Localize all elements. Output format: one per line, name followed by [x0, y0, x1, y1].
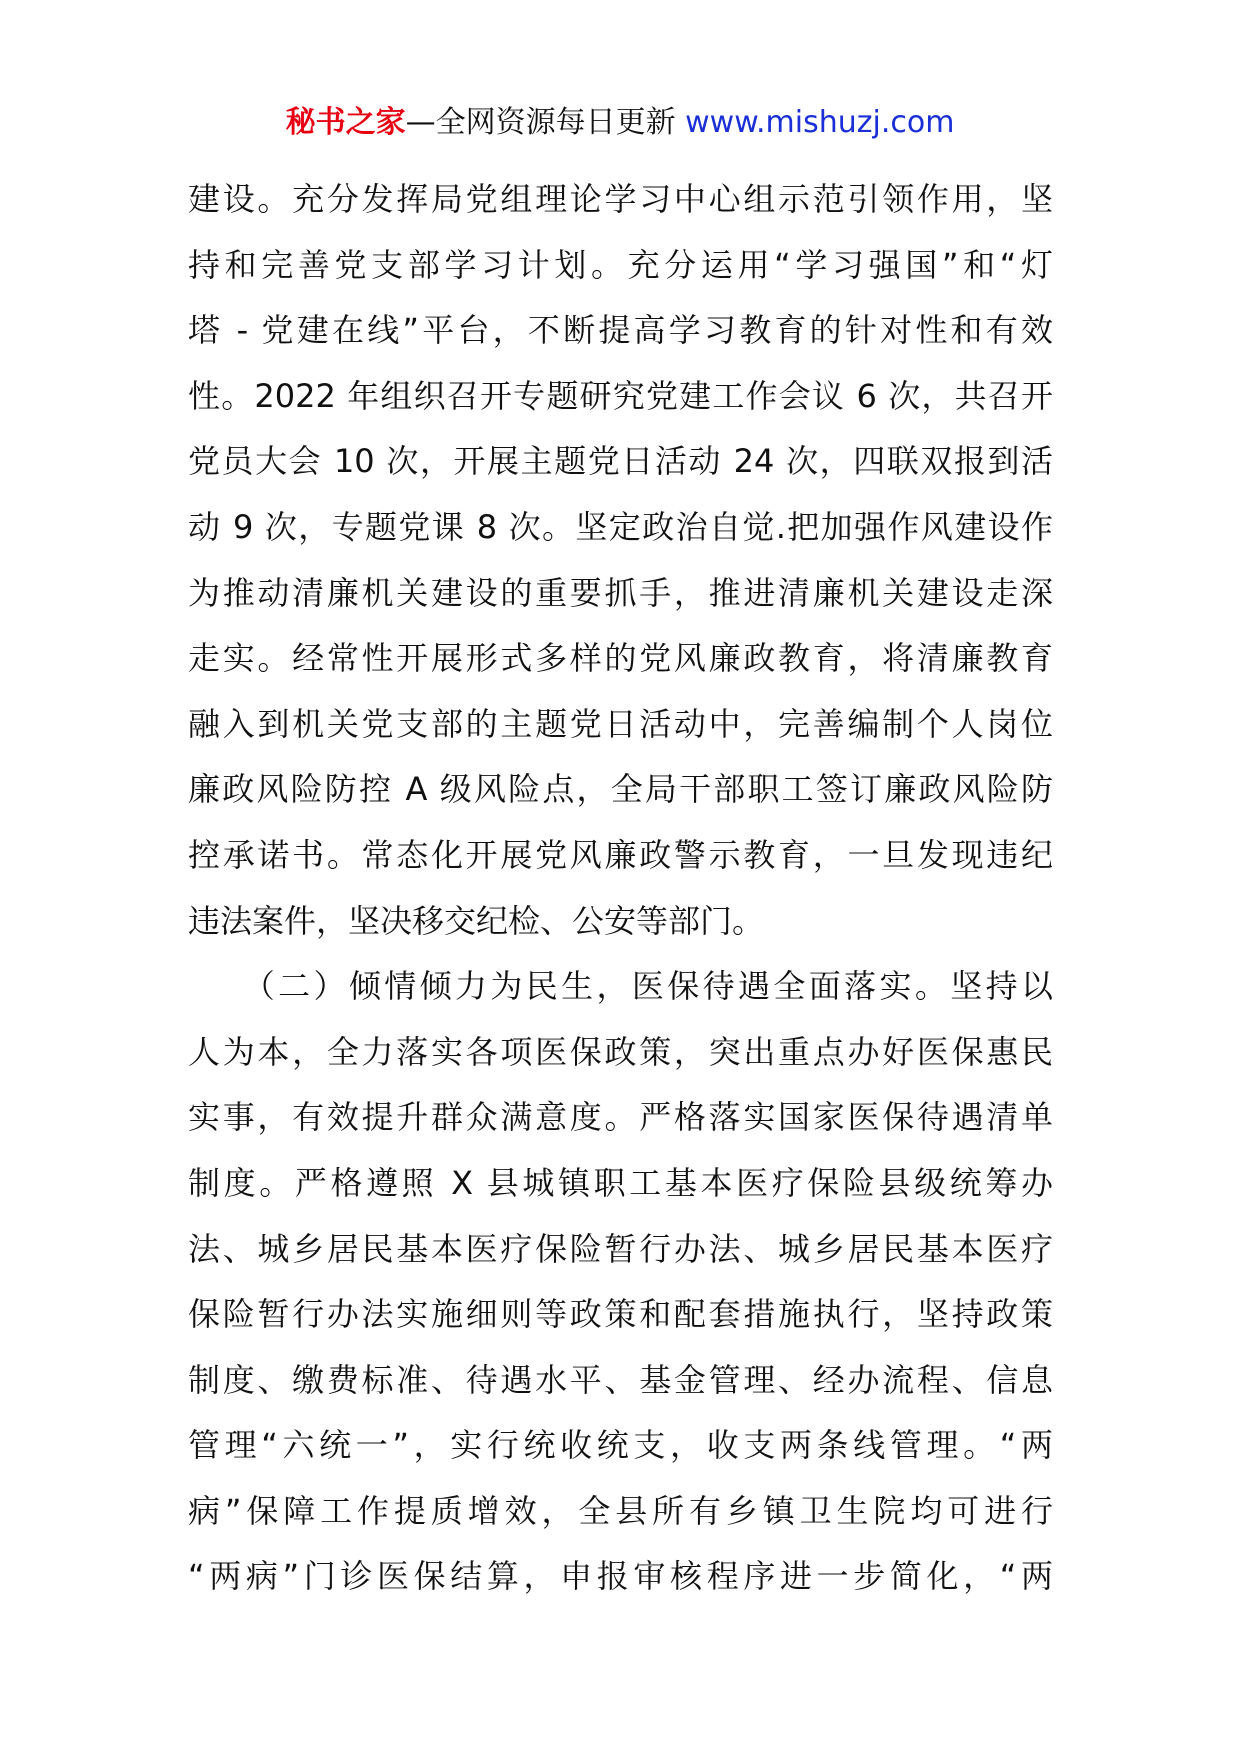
- page-header: [0, 100, 1240, 146]
- text-line: 制度、缴费标准、待遇水平、基金管理、经办流程、信息: [188, 1360, 1053, 1399]
- paragraph-end-line: 违法案件，坚决移交纪检、公安等部门。: [188, 901, 765, 940]
- text-line: 塔 - 党建在线”平台，不断提高学习教育的针对性和有效: [188, 311, 1053, 350]
- text-line: 廉政风险防控 A 级风险点，全局干部职工签订廉政风险防: [188, 770, 1053, 809]
- header-slogan: —全网资源每日更新: [405, 105, 686, 140]
- text-line: 管理“六统一”，实行统收统支，收支两条线管理。“两: [188, 1426, 1053, 1465]
- text-line: 保险暂行办法实施细则等政策和配套措施执行，坚持政策: [188, 1295, 1053, 1334]
- text-line: 建设。充分发挥局党组理论学习中心组示范引领作用，坚: [188, 180, 1053, 218]
- text-line: 法、城乡居民基本医疗保险暂行办法、城乡居民基本医疗: [188, 1229, 1053, 1268]
- text-line: 持和完善党支部学习计划。充分运用“学习强国”和“灯: [188, 245, 1053, 284]
- brand-name: 秘书之家: [285, 105, 406, 140]
- section-heading-line: （二）倾情倾力为民生，医保待遇全面落实。坚持以: [188, 967, 1053, 1006]
- text-line: 制度。严格遵照 X 县城镇职工基本医疗保险县级统筹办: [188, 1163, 1053, 1202]
- text-line: 病”保障工作提质增效，全县所有乡镇卫生院均可进行: [188, 1491, 1053, 1530]
- text-line: 动 9 次，专题党课 8 次。坚定政治自觉.把加强作风建设作: [188, 507, 1053, 546]
- text-line: “两病”门诊医保结算，申报审核程序进一步简化，“两: [188, 1557, 1053, 1596]
- text-line: 实事，有效提升群众满意度。严格落实国家医保待遇清单: [188, 1098, 1053, 1137]
- text-line: 性。2022 年组织召开专题研究党建工作会议 6 次，共召开: [188, 376, 1053, 415]
- document-body: [188, 167, 1053, 1610]
- text-line: 融入到机关党支部的主题党日活动中，完善编制个人岗位: [188, 704, 1053, 743]
- text-line: 党员大会 10 次，开展主题党日活动 24 次，四联双报到活: [188, 442, 1053, 481]
- text-line: 走实。经常性开展形式多样的党风廉政教育，将清廉教育: [188, 639, 1053, 678]
- text-line: 为推动清廉机关建设的重要抓手，推进清廉机关建设走深: [188, 573, 1053, 612]
- website-link[interactable]: www.mishuzj.com: [685, 105, 955, 140]
- text-line: 人为本，全力落实各项医保政策，突出重点办好医保惠民: [188, 1032, 1053, 1071]
- text-line: 控承诺书。常态化开展党风廉政警示教育，一旦发现违纪: [188, 835, 1053, 874]
